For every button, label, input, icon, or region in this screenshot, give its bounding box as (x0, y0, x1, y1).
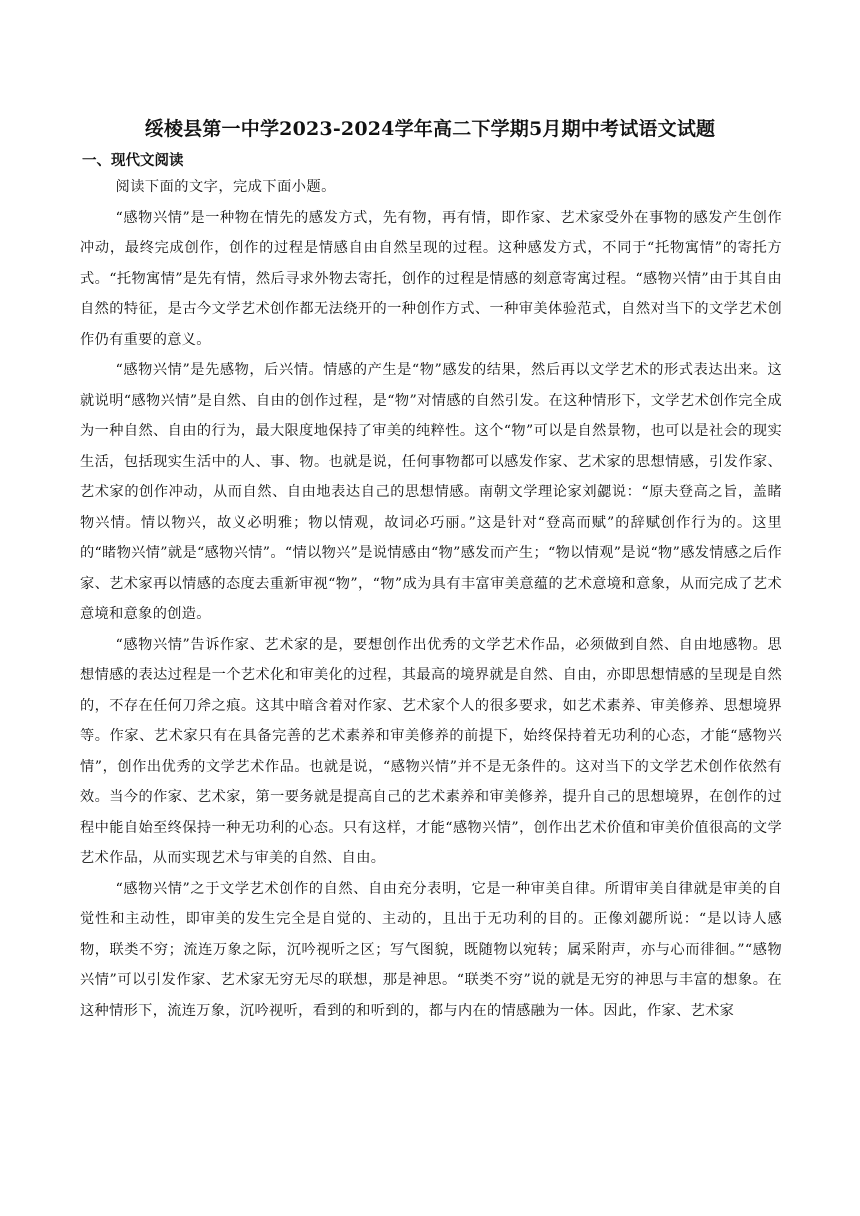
instruction-text: 阅读下面的文字，完成下面小题。 (115, 179, 336, 195)
document-title: 绥棱县第一中学2023-2024学年高二下学期5月期中考试语文试题 (144, 118, 716, 140)
passage-paragraph-2: “感物兴情”是先感物，后兴情。情感的产生是“物”感发的结果，然后再以文学艺术的形式表达出来。这就说明“感物兴情”是自然、自由的创作过程，是“物”对情感的自然引发。在这种情形下，文学艺术创作完全成为一种自然、自由的行为，最大限度地保持了审美的纯粹性。这个“物”可以是自然景物，也可以是社会的现实生活，包括现实生活中的人、事、物。也就是说，任何事物都可以感发作家、艺术家的思想情感，引发作家、艺术家的创作冲动，从而自然、自由地表达自己的思想情感。南朝文学理论家刘勰说：“原夫登高之旨，盖睹物兴情。情以物兴，故义必明雅；物以情观，故词必巧丽。”这是针对“登高而赋”的辞赋创作行为的。这里的“睹物兴情”就是“感物兴情”。“情以物兴”是说情感由“物”感发而产生；“物以情观”是说“物”感发情感之后作家、艺术家再以情感的态度去重新审视“物”，“物”成为具有丰富审美意蕴的艺术意境和意象，从而完成了艺术意境和意象的创造。 (80, 362, 782, 622)
passage-paragraph-1: “感物兴情”是一种物在情先的感发方式，先有物，再有情，即作家、艺术家受外在事物的感发产生创作冲动，最终完成创作，创作的过程是情感自由自然呈现的过程。这种感发方式，不同于“托物寓情”的寄托方式。“托物寓情”是先有情，然后寻求外物去寄托，创作的过程是情感的刻意寄寓过程。“感物兴情”由于其自由自然的特征，是古今文学艺术创作都无法绕开的一种创作方式、一种审美体验范式，自然对当下的文学艺术创作仍有重要的意义。 (80, 209, 782, 348)
section-heading: 一、现代文阅读 (82, 152, 184, 169)
passage-paragraph-3: “感物兴情”告诉作家、艺术家的是，要想创作出优秀的文学艺术作品，必须做到自然、自由地感物。思想情感的表达过程是一个艺术化和审美化的过程，其最高的境界就是自然、自由，亦即思想情感的呈现是自然的，不存在任何刀斧之痕。这其中暗含着对作家、艺术家个人的很多要求，如艺术素养、审美修养、思想境界等。作家、艺术家只有在具备完善的艺术素养和审美修养的前提下，始终保持着无功利的心态，才能“感物兴情”，创作出优秀的文学艺术作品。也就是说，“感物兴情”并不是无条件的。这对当下的文学艺术创作依然有效。当今的作家、艺术家，第一要务就是提高自己的艺术素养和审美修养，提升自己的思想境界，在创作的过程中能自始至终保持一种无功利的心态。只有这样，才能“感物兴情”，创作出艺术价值和审美价值很高的文学艺术作品，从而实现艺术与审美的自然、自由。 (80, 636, 782, 866)
passage-paragraph-4: “感物兴情”之于文学艺术创作的自然、自由充分表明，它是一种审美自律。所谓审美自律就是审美的自觉性和主动性，即审美的发生完全是自觉的、主动的，且出于无功利的目的。正像刘勰所说：“是以诗人感物，联类不穷；流连万象之际，沉吟视听之区；写气图貌，既随物以宛转；属采附声，亦与心而徘徊。”“感物兴情”可以引发作家、艺术家无穷无尽的联想，那是神思。“联类不穷”说的就是无穷的神思与丰富的想象。在这种情形下，流连万象，沉吟视听，看到的和听到的，都与内在的情感融为一体。因此，作家、艺术家 (80, 880, 782, 1019)
reading-passage (80, 172, 782, 1026)
